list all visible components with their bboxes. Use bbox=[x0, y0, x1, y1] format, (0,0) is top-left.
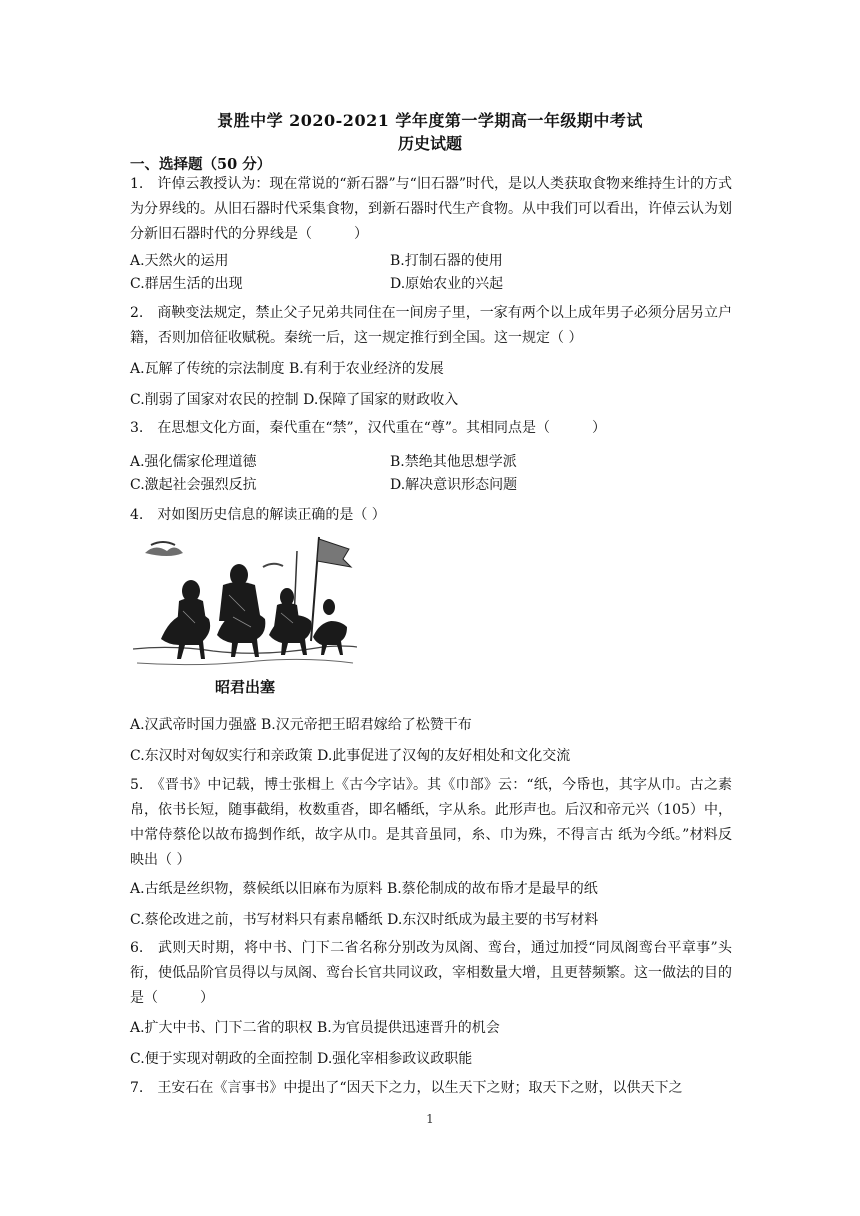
exam-subtitle: 历史试题 bbox=[397, 134, 462, 153]
question-3-option-d: D.解决意识形态问题 bbox=[390, 477, 518, 493]
question-3-option-a: A.强化儒家伦理道德 bbox=[130, 454, 257, 470]
question-3-option-c: C.激起社会强烈反抗 bbox=[130, 477, 257, 493]
zhaojun-figure bbox=[133, 531, 357, 701]
question-6-options-line-1: A.扩大中书、门下二省的职权 B.为官员提供迅速晋升的机会 bbox=[130, 1020, 500, 1036]
question-5-stem: 5. 《晋书》中记载，博士张楫上《古今字诂》。其《巾部》云：“纸，今帋也，其字从巾。古之素帛，依书长短，随事截绢，枚数重沓，即名幡纸，字从糸。此形声也。后汉和帝元兴（105）中，中常侍蔡伦以故布捣剉作纸，故字从巾。是其音虽同，糸、巾为殊，不得言古 纸为今纸。”材料反映出（ ） bbox=[130, 777, 732, 868]
zhaojun-illustration bbox=[133, 531, 357, 701]
question-2-options-line-1: A.瓦解了传统的宗法制度 B.有利于农业经济的发展 bbox=[130, 361, 444, 377]
question-1-option-b: B.打制石器的使用 bbox=[390, 253, 503, 269]
question-3-stem: 3. 在思想文化方面，秦代重在“禁”，汉代重在“尊”。其相同点是（ ） bbox=[130, 420, 606, 436]
question-6-stem: 6. 武则天时期，将中书、门下二省名称分别改为凤阁、鸾台，通过加授“同凤阁鸾台平章事”头衔，使低品阶官员得以与凤阁、鸾台长官共同议政，宰相数量大增，且更替频繁。这一做法的目的是（ ） bbox=[130, 940, 732, 1006]
figure-caption: 昭君出塞 bbox=[215, 678, 276, 696]
question-2-options-line-2: C.削弱了国家对农民的控制 D.保障了国家的财政收入 bbox=[130, 392, 459, 408]
section-heading: 一、选择题（50 分） bbox=[130, 156, 272, 173]
question-4-stem: 4. 对如图历史信息的解读正确的是（ ） bbox=[130, 507, 386, 523]
question-1-option-c: C.群居生活的出现 bbox=[130, 276, 243, 292]
question-1-option-d: D.原始农业的兴起 bbox=[390, 276, 504, 292]
page-number: 1 bbox=[426, 1112, 434, 1126]
question-1-stem: 1. 许倬云教授认为：现在常说的“新石器”与“旧石器”时代，是以人类获取食物来维持生计的方式为分界线的。从旧石器时代采集食物，到新石器时代生产食物。从中我们可以看出，许倬云认为划分新旧石器时代的分界线是（ ） bbox=[130, 176, 732, 242]
question-2-stem: 2. 商鞅变法规定，禁止父子兄弟共同住在一间房子里，一家有两个以上成年男子必须分居另立户籍，否则加倍征收赋税。秦统一后，这一规定推行到全国。这一规定（ ） bbox=[130, 305, 732, 346]
question-4-options-line-1: A.汉武帝时国力强盛 B.汉元帝把王昭君嫁给了松赞干布 bbox=[130, 717, 472, 733]
exam-title: 景胜中学 2020-2021 学年度第一学期高一年级期中考试 bbox=[217, 111, 643, 130]
question-1-option-a: A.天然火的运用 bbox=[130, 253, 229, 269]
question-7-stem: 7. 王安石在《言事书》中提出了“因天下之力，以生天下之财；取天下之财，以供天下之 bbox=[130, 1080, 683, 1096]
question-6-options-line-2: C.便于实现对朝政的全面控制 D.强化宰相参政议政职能 bbox=[130, 1051, 473, 1067]
question-5-options-line-2: C.蔡伦改进之前，书写材料只有素帛幡纸 D.东汉时纸成为最主要的书写材料 bbox=[130, 912, 599, 928]
question-4-options-line-2: C.东汉时对匈奴实行和亲政策 D.此事促进了汉匈的友好相处和文化交流 bbox=[130, 748, 571, 764]
question-5-options-line-1: A.古纸是丝织物，蔡候纸以旧麻布为原料 B.蔡伦制成的故布帋才是最早的纸 bbox=[130, 881, 598, 897]
question-3-option-b: B.禁绝其他思想学派 bbox=[390, 454, 517, 470]
